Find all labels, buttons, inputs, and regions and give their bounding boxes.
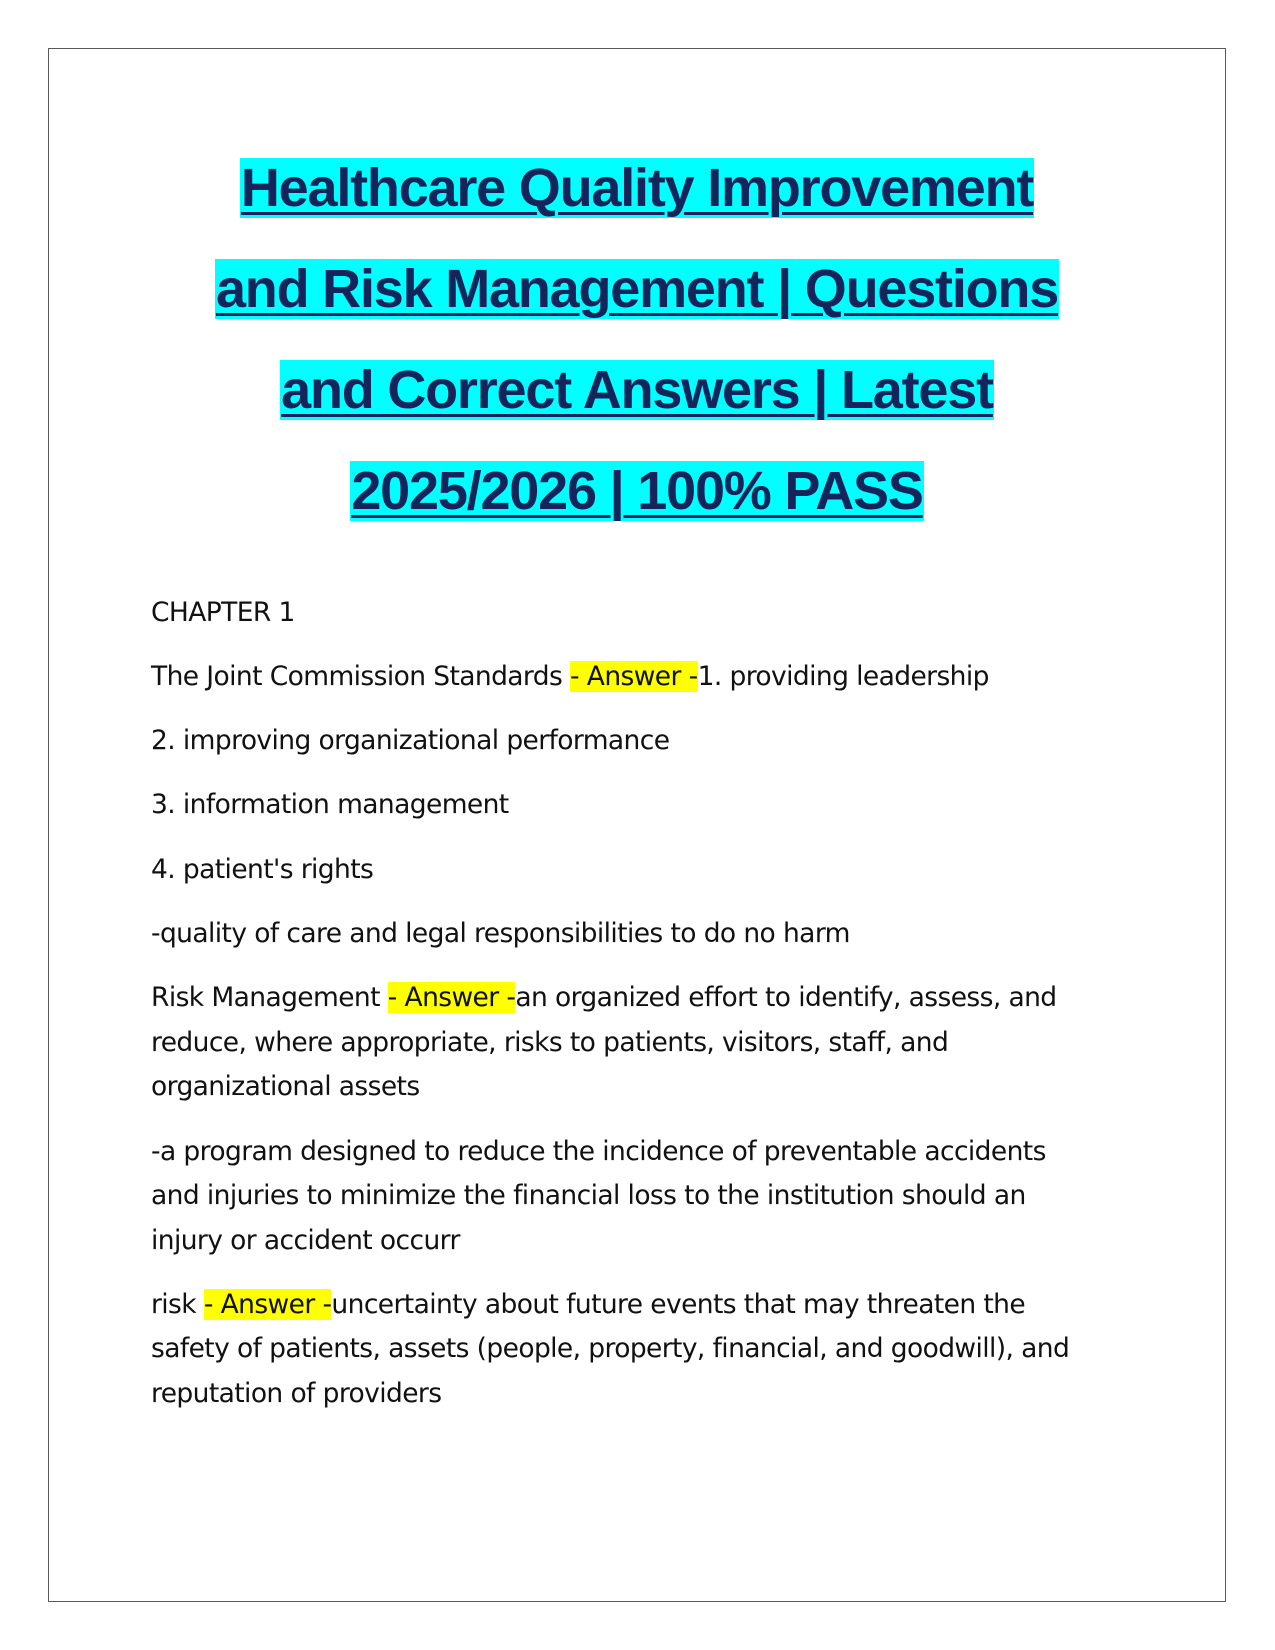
title-line-3: and Correct Answers | Latest bbox=[281, 360, 993, 420]
list-item: 3. information management bbox=[151, 789, 509, 820]
chapter-heading: CHAPTER 1 bbox=[151, 597, 295, 628]
answer-marker: - Answer - bbox=[570, 661, 698, 692]
answer-marker: - Answer - bbox=[387, 982, 516, 1013]
entry-continuation: reputation of providers bbox=[151, 1378, 442, 1409]
entry-continuation: organizational assets bbox=[151, 1071, 420, 1102]
entry-risk bbox=[151, 1282, 1141, 1329]
list-item: -quality of care and legal responsibilities to do no harm bbox=[151, 918, 850, 949]
entry-term: Risk Management bbox=[151, 982, 388, 1013]
entry-answer: an organized effort to identify, assess, and bbox=[515, 982, 1057, 1013]
entry-term: The Joint Commission Standards bbox=[151, 661, 571, 692]
answer-marker: - Answer - bbox=[203, 1289, 332, 1320]
entry-extra-paragraph: and injuries to minimize the financial loss to the institution should an bbox=[151, 1180, 1026, 1211]
entry-term: risk bbox=[151, 1289, 204, 1320]
entry-extra-paragraph: injury or accident occurr bbox=[151, 1225, 460, 1256]
entry-answer: uncertainty about future events that may threaten the bbox=[331, 1289, 1026, 1320]
entry-risk-management bbox=[151, 975, 1141, 1022]
document-title bbox=[48, 138, 1226, 542]
entry-answer: 1. providing leadership bbox=[697, 661, 989, 692]
entry-joint-commission bbox=[151, 654, 1141, 701]
list-item: 2. improving organizational performance bbox=[151, 725, 670, 756]
list-item: 4. patient's rights bbox=[151, 854, 374, 885]
title-line-1: Healthcare Quality Improvement bbox=[240, 158, 1034, 218]
entry-continuation: reduce, where appropriate, risks to patients, visitors, staff, and bbox=[151, 1027, 949, 1058]
title-line-2: and Risk Management | Questions bbox=[215, 259, 1059, 319]
title-line-4: 2025/2026 | 100% PASS bbox=[351, 461, 923, 521]
entry-continuation: safety of patients, assets (people, property, financial, and goodwill), and bbox=[151, 1333, 1070, 1364]
entry-extra-paragraph: -a program designed to reduce the incidence of preventable accidents bbox=[151, 1136, 1046, 1167]
